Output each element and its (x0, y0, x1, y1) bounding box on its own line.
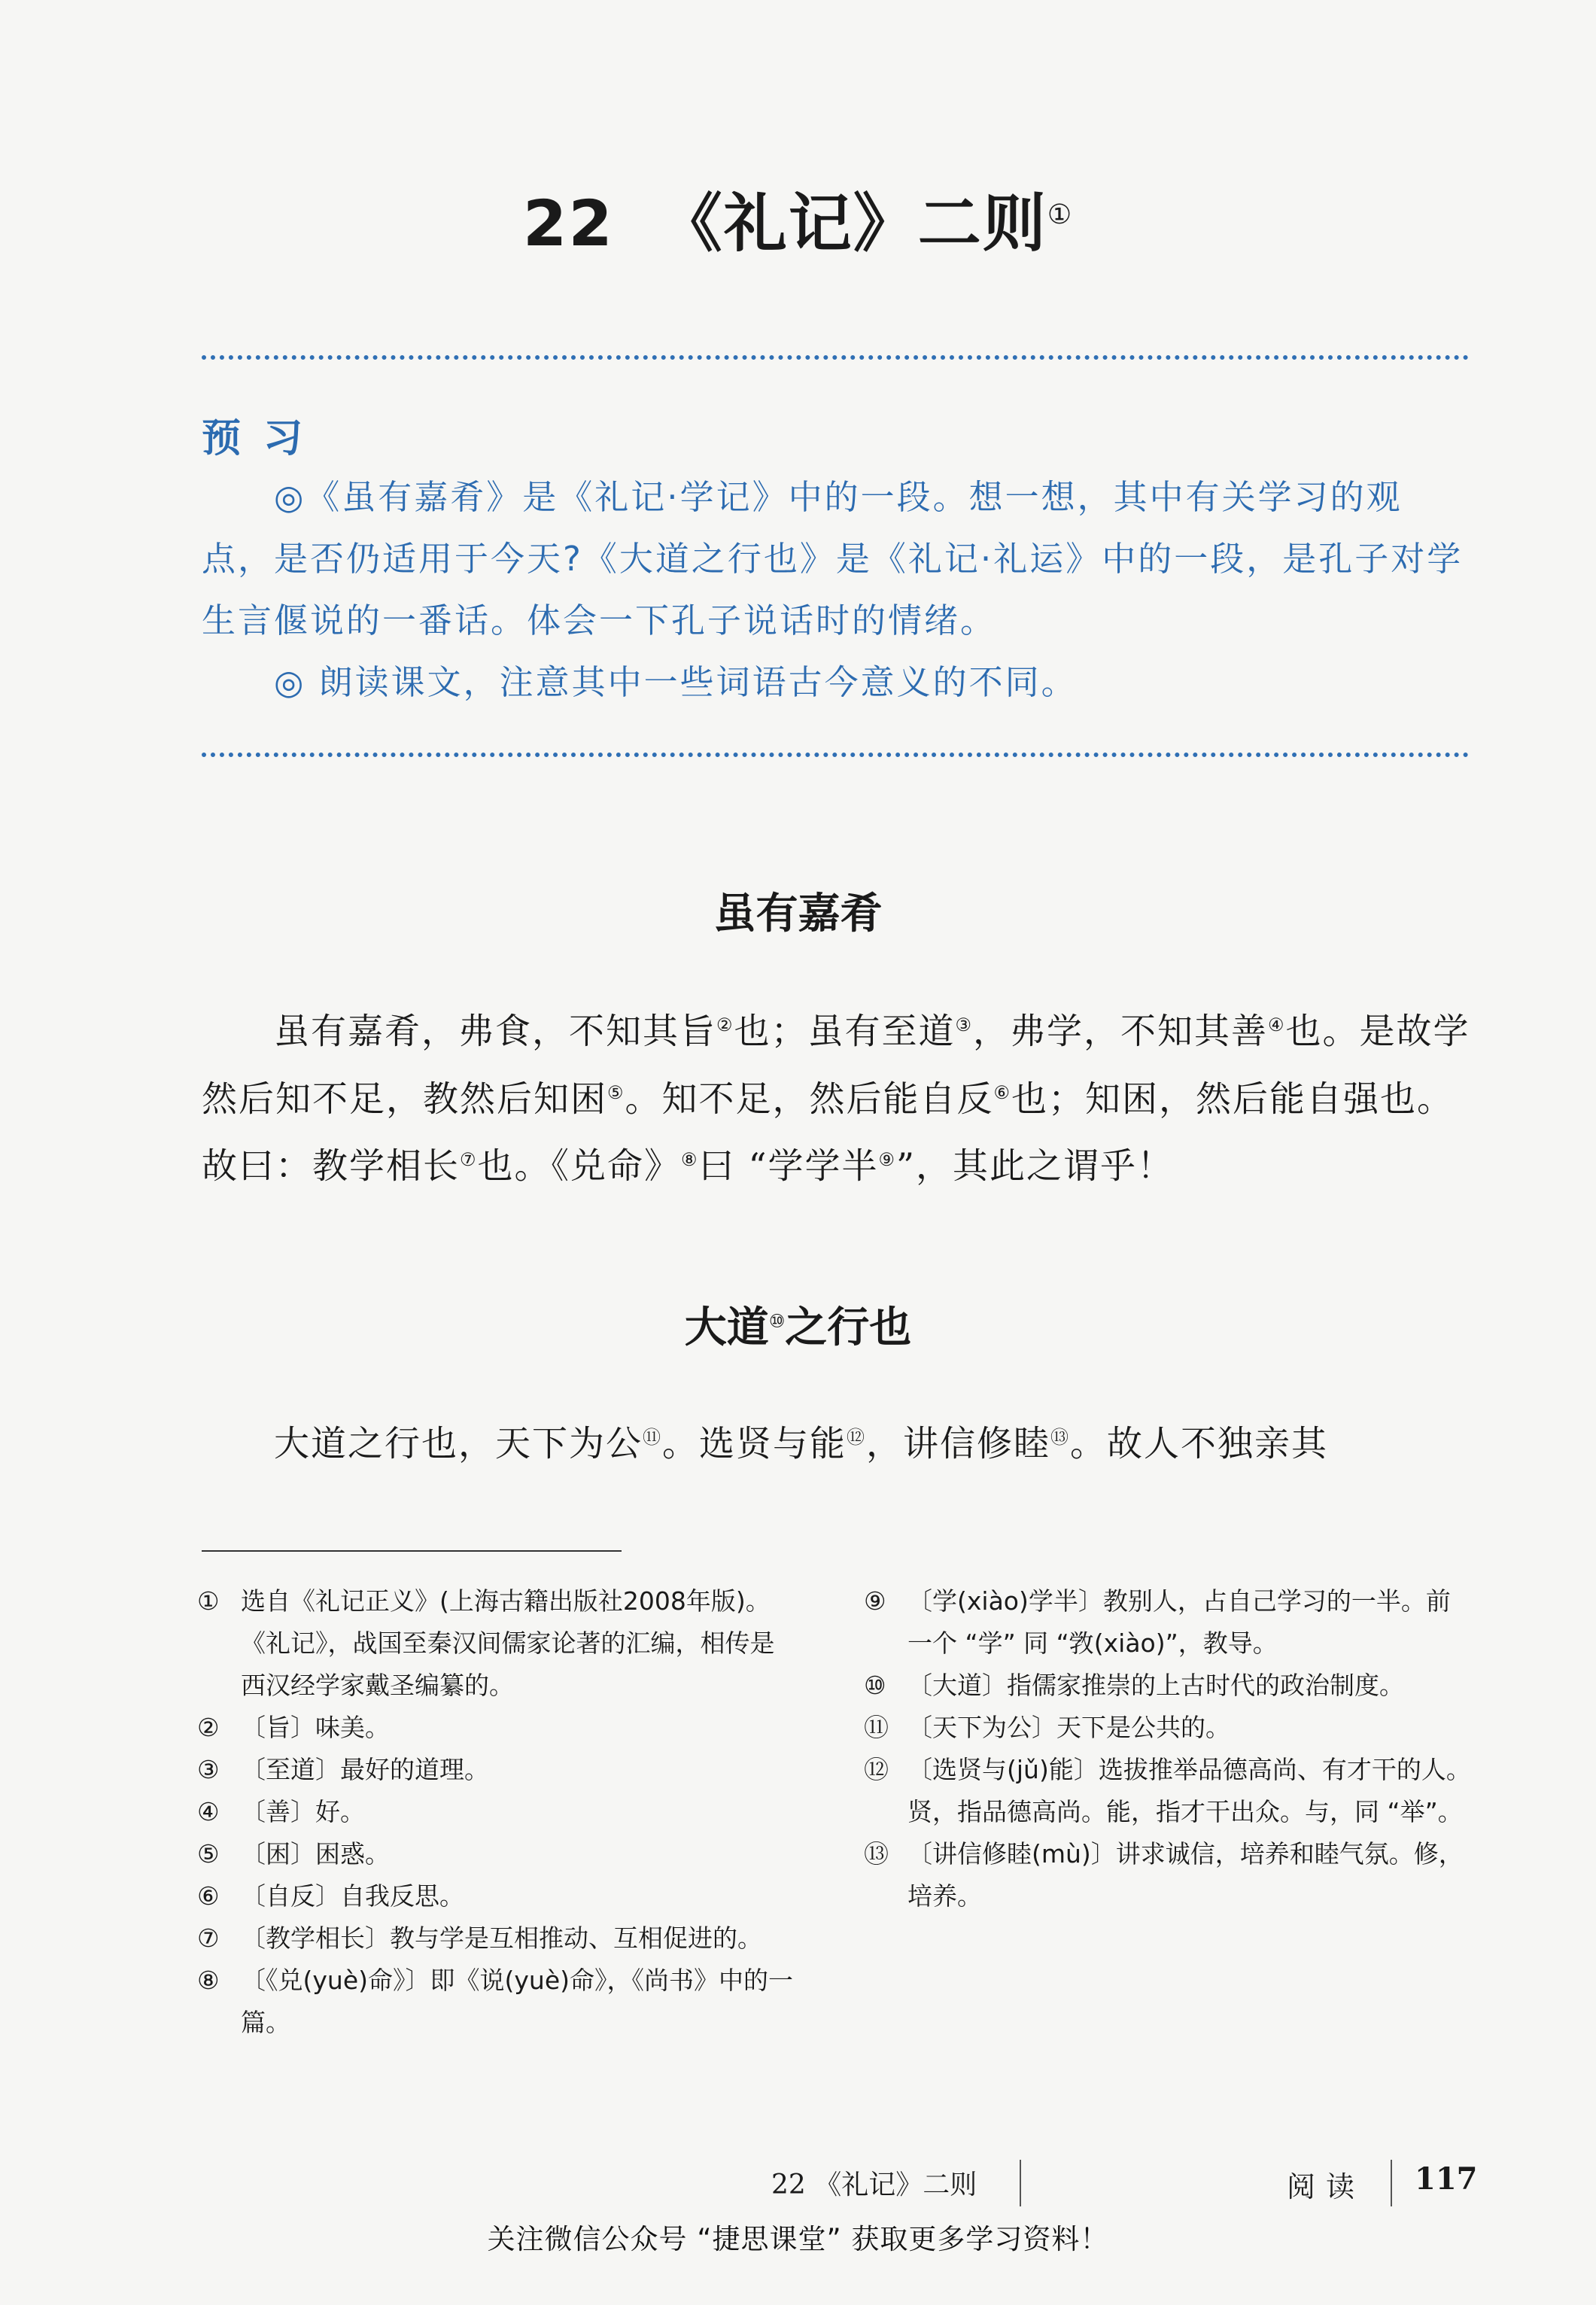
footnote-item: ⑫ 〔选贤与(jǔ)能〕选拔推举品德高尚、有才干的人。贤，指品德高尚。能，指才干出众。与，同 “举”。 (864, 1755, 1471, 1826)
note-mark: ⑦ (460, 1149, 478, 1171)
running-footer-title: 22 《礼记》二则 (771, 2170, 977, 2200)
dotted-divider-bottom (202, 753, 1469, 757)
section-title-1: 虽有嘉肴 (713, 889, 883, 938)
footnotes-right-column (864, 1580, 1473, 1917)
footnote-item: ⑧ 〔《兑(yuè)命》〕即《说(yuè)命》，《尚书》中的一篇。 (197, 1966, 793, 2037)
preview-heading: 预习 (202, 416, 326, 461)
footnote-item: ⑦ 〔教学相长〕教与学是互相推动、互相促进的。 (197, 1923, 762, 1953)
note-mark: ② (716, 1014, 734, 1035)
note-mark: ⑧ (681, 1149, 699, 1171)
footnote-item: ⑩ 〔大道〕指儒家推崇的上古时代的政治制度。 (864, 1671, 1404, 1700)
note-mark: ⑩ (768, 1310, 786, 1332)
note-mark: ⑬ (1050, 1427, 1070, 1448)
section-title-2: 大道⑩之行也 (684, 1303, 912, 1352)
lesson-number: 22 (522, 187, 614, 260)
footnote-item: ④ 〔善〕好。 (197, 1797, 365, 1826)
lesson-title (0, 173, 1596, 264)
note-mark: ⑥ (993, 1081, 1012, 1103)
footer-divider (1020, 2160, 1021, 2206)
note-mark: ⑨ (878, 1149, 897, 1171)
footnote-item: ⑥ 〔自反〕自我反思。 (197, 1881, 464, 1911)
footnote-item: ⑨ 〔学(xiào)学半〕教别人，占自己学习的一半。前一个 “学” 同 “敩(xiào)”，教导。 (864, 1586, 1451, 1658)
preview-paragraph-1: ◎《虽有嘉肴》是《礼记·学记》中的一段。想一想，其中有关学习的观点，是否仍适用于今天?《大道之行也》是《礼记·礼运》中的一段，是孔子对学生言偃说的一番话。体会一下孔子说话时的情绪。 (202, 477, 1464, 640)
section-1-paragraph: 虽有嘉肴，弗食，不知其旨②也；虽有至道③，弗学，不知其善④也。是故学然后知不足，教然后知困⑤。知不足，然后能自反⑥也；知困，然后能自强也。故曰：教学相长⑦也。《兑命》⑧曰 “学学半⑨”，其此之谓乎！ (202, 1011, 1470, 1187)
note-mark: ③ (955, 1014, 974, 1035)
note-mark: ⑪ (643, 1427, 662, 1448)
footer-section-label: 阅读 (1287, 2170, 1366, 2203)
preview-paragraph-2: ◎ 朗读课文，注意其中一些词语古今意义的不同。 (274, 662, 1078, 702)
title-footnote-mark: ① (1047, 199, 1074, 230)
footnote-item: ② 〔旨〕味美。 (197, 1713, 390, 1742)
footnote-item: ③ 〔至道〕最好的道理。 (197, 1755, 489, 1784)
footnote-item: ⑤ 〔困〕困惑。 (197, 1839, 390, 1869)
footer-divider (1391, 2160, 1392, 2206)
note-mark: ⑤ (607, 1081, 625, 1103)
footnotes-left-column (197, 1580, 799, 2044)
watermark-text: 关注微信公众号 “捷思课堂” 获取更多学习资料！ (487, 2223, 1109, 2255)
footnote-item: ⑬ 〔讲信修睦(mù)〕讲求诚信，培养和睦气氛。修，培养。 (864, 1839, 1464, 1911)
note-mark: ④ (1268, 1014, 1286, 1035)
note-mark: ⑫ (847, 1427, 866, 1448)
section-body-1 (202, 995, 1473, 1197)
preview-box (202, 467, 1473, 713)
footnote-item: ① 选自《礼记正义》(上海古籍出版社2008年版)。《礼记》，战国至秦汉间儒家论著的汇编，相传是西汉经学家戴圣编纂的。 (197, 1586, 775, 1700)
section-body-2 (202, 1407, 1473, 1475)
dotted-divider-top (202, 355, 1469, 360)
footnote-item: ⑪ 〔天下为公〕天下是公共的。 (864, 1713, 1230, 1742)
footnote-rule (202, 1550, 622, 1552)
page-number: 117 (1415, 2161, 1478, 2197)
section-2-paragraph: 大道之行也，天下为公⑪。选贤与能⑫，讲信修睦⑬。故人不独亲其 (274, 1423, 1328, 1465)
lesson-title-text: 《礼记》二则 (658, 187, 1047, 260)
